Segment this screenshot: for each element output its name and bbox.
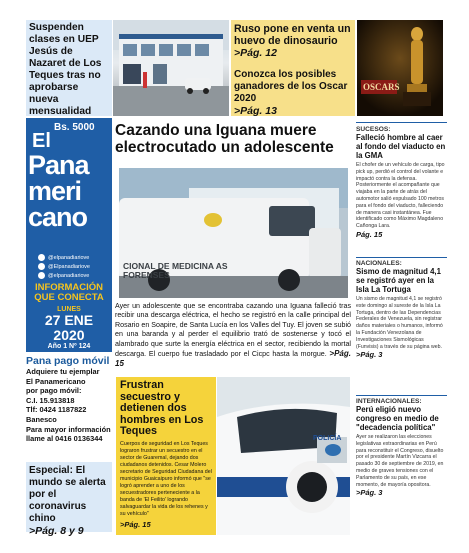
column-rule — [356, 395, 447, 396]
nacionales-body: Un sismo de magnitud 4,1 se registró este domingo al sureste de la Isla La Tortuga, dentro de las Dependencias Federales de Venezuela, sin registrar daños materiales o humanos, informó la Fundación Venezolana de Investigaciones Sismológicas (Funvisis) a través de su página web. — [356, 296, 443, 350]
pago-line: Para mayor información — [26, 424, 111, 434]
especial-text: Especial: El mundo se alerta por el coronavirus chino — [29, 465, 106, 524]
sucesos-headline: Falleció hombre al caer al fondo del viaducto en la GMA — [356, 133, 446, 160]
main-headline[interactable]: Cazando una Iguana muere electrocutado un adolescente — [115, 122, 334, 156]
school-building-illustration — [113, 20, 229, 116]
pago-heading: Pana pago móvil — [26, 355, 110, 367]
logo-el: El — [32, 130, 51, 152]
oscars-photo — [357, 20, 443, 116]
date-day-month: 27 ENE — [44, 312, 94, 328]
twitter-icon — [38, 263, 45, 270]
pago-movil-box — [26, 355, 112, 444]
internacionales-page: >Pág. 3 — [356, 488, 383, 498]
sucesos-story[interactable] — [356, 126, 447, 239]
kidnapping-body: Cuerpos de seguridad en Los Teques lograron frustrar un secuestro en el sector de Guaremal, dejando dos ciudadanos detenidos. Cesar Molero secretario de Seguridad Ciudadana del municipio Guaicaipuro informó que "se logró aprender a uno de los secuestradores perteneciente a la banda de 'El Feilito' logrando salvaguardar la vida de los rehenes y su vehículo" — [120, 440, 212, 517]
section-label: NACIONALES: — [356, 260, 402, 267]
price: Bs. 5000 — [54, 122, 95, 133]
oscars-page: >Pág. 13 — [234, 105, 277, 117]
pago-line: Adquiere tu ejemplar — [26, 367, 100, 376]
section-label: INTERNACIONALES: — [356, 398, 422, 405]
nacionales-headline: Sismo de magnitud 4,1 se registró ayer en la Isla La Tortuga — [356, 267, 441, 294]
tagline — [28, 283, 110, 303]
main-body-text: Ayer un adolescente que se encontraba cazando una Iguana falleció tras recibir una descarga eléctrica, el hecho se registró en la calle principal del Rosario en Soapire, de Santa Lucía en los Valles del Tuy. El joven se subió en una baranda y al perder el equilibrio trató de sostenerse y tocó el alambrado que surte la energía eléctrica en el sector, recibiendo la mortal descarga. El cuerpo fue trasladado por el Cicpc hasta la morgue. — [115, 302, 351, 359]
main-page-ref[interactable]: >Pág. 15 — [115, 349, 351, 369]
social-twitter[interactable]: @Elpanadiariove — [38, 263, 110, 272]
sucesos-body: El chofer de un vehículo de carga, tipo pick up, perdió el control del volante e impactó contra la defensa. Posteriormente el acompañante que viajaba en la parte de atrás del automotor salió expulsado 100 metros para el fondo del viaducto, falleciendo de manera casi instantánea. Fue identificado como Máximo Magdaleno Cañonga Lara. — [356, 162, 445, 230]
pago-line: por pago móvil: — [26, 386, 82, 396]
section-label: SUCESOS: — [356, 126, 391, 133]
instagram-icon — [38, 272, 45, 279]
nacionales-story[interactable] — [356, 260, 447, 359]
logo-line: meri — [28, 176, 82, 206]
dinosaur-egg-page: >Pág. 12 — [234, 47, 277, 59]
forensic-van-photo — [119, 168, 348, 298]
tagline-line: QUE CONECTA — [34, 292, 104, 303]
column-rule — [356, 122, 447, 123]
social-links — [38, 254, 110, 281]
pago-line: Tlf: 0424 1187822 Banesco — [26, 405, 87, 424]
internacionales-headline: Perú eligió nuevo congreso en medio de "decadencia política" — [356, 405, 439, 432]
kidnapping-page: >Pág. 15 — [120, 519, 151, 529]
social-facebook[interactable]: @elpanadiariove — [38, 254, 110, 263]
patrol-lettering: POLICÍA — [313, 435, 342, 442]
nacionales-page: >Pág. 3 — [356, 350, 383, 360]
oscars-headline: Conozca los posibles ganadores de los Oscar 2020 — [234, 69, 348, 104]
dinosaur-egg-headline: Ruso pone en venta un huevo de dinosaurio — [234, 23, 351, 47]
police-car-illustration — [217, 377, 350, 535]
top-middle-teasers[interactable] — [231, 20, 355, 116]
internacionales-body: Ayer se realizaron las elecciones legislativas extraordinarias en Perú para reconstituir el Congreso, disuelto por el presidente Martín Vizcarra el pasado 30 de septiembre de 2019, en medio de graves tensiones con el Parlamento de su país, en ese momento, de mayoría opositora. — [356, 434, 444, 488]
oscar-statue-illustration — [357, 20, 443, 116]
issue-number: Año 1 Nº 124 — [47, 343, 91, 350]
kidnapping-story[interactable] — [116, 377, 216, 535]
logo-line: cano — [28, 202, 88, 232]
column-rule — [356, 257, 447, 258]
issue-date — [28, 306, 110, 351]
school-photo — [113, 20, 229, 116]
newspaper-logo[interactable] — [28, 130, 110, 230]
top-left-teaser[interactable] — [26, 20, 112, 116]
main-article-body — [115, 302, 351, 370]
social-instagram[interactable]: @elpanadiariove — [38, 272, 110, 281]
weekday: LUNES — [57, 306, 81, 313]
especial-page: >Pág. 8 y 9 — [29, 525, 84, 537]
van-lettering: CIONAL DE MEDICINA AS FORENSES — [123, 261, 228, 280]
pago-line: El Panamericano — [26, 376, 86, 386]
pago-line: C.I. 15.913818 — [26, 395, 75, 405]
especial-teaser[interactable] — [26, 462, 112, 537]
tagline-line: INFORMACIÓN — [34, 282, 104, 293]
logo-line: Pana — [28, 150, 89, 180]
kidnapping-headline: Frustran secuestro y detienen dos hombres en Los Teques — [120, 379, 204, 438]
facebook-icon — [38, 254, 45, 261]
date-year: 2020 — [53, 327, 85, 343]
sucesos-page: Pág. 15 — [356, 229, 383, 239]
oscars-logo-text: OSCARS — [363, 82, 400, 92]
teaser-text: Suspenden clases en UEP Jesús de Nazaret de Los Teques tras no aprobarse nueva mensualidad — [29, 22, 102, 117]
internacionales-story[interactable] — [356, 398, 447, 497]
pago-line: llame al 0416 0136344 — [26, 434, 103, 444]
police-car-photo — [217, 377, 350, 535]
